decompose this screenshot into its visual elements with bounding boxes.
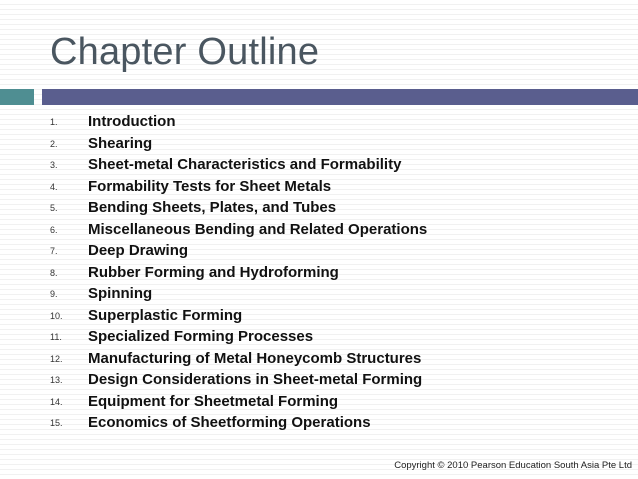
outline-item-number: 12. — [50, 353, 63, 364]
outline-item-number: 10. — [50, 310, 63, 321]
outline-item-text: Introduction — [88, 113, 176, 130]
outline-item-text: Rubber Forming and Hydroforming — [88, 263, 339, 281]
outline-item-text: Spinning — [88, 285, 153, 302]
copyright-notice: Copyright © 2010 Pearson Education South Asia Pte Ltd — [394, 460, 632, 471]
outline-item-text: Miscellaneous Bending and Related Operations — [88, 220, 428, 238]
outline-item-text: Formability Tests for Sheet Metals — [88, 177, 332, 195]
outline-item-text: Design Considerations in Sheet-metal Forming — [88, 371, 423, 388]
outline-item-number: 15. — [50, 418, 63, 428]
outline-item-number: 13. — [50, 375, 63, 385]
outline-item-text: Equipment for Sheetmetal Forming — [88, 392, 339, 410]
outline-item-text: Superplastic Forming — [88, 306, 243, 324]
outline-item-number: 6. — [50, 224, 58, 235]
title-divider-bar — [42, 89, 638, 105]
title-accent-bar — [0, 89, 34, 105]
outline-item-number: 9. — [50, 289, 58, 299]
outline-item-number: 8. — [50, 267, 58, 278]
outline-item-number: 5. — [50, 203, 58, 213]
outline-item-text: Sheet-metal Characteristics and Formability — [88, 156, 402, 173]
outline-item-text: Specialized Forming Processes — [88, 328, 314, 345]
outline-item-text: Deep Drawing — [88, 242, 189, 259]
outline-item-number: 7. — [50, 246, 58, 256]
outline-item-number: 1. — [50, 117, 58, 127]
slide-title: Chapter Outline — [50, 31, 320, 73]
outline-item-text: Manufacturing of Metal Honeycomb Structures — [88, 349, 422, 367]
outline-item-number: 2. — [50, 138, 58, 149]
outline-item-number: 4. — [50, 181, 58, 192]
outline-item-text: Shearing — [88, 134, 153, 152]
outline-item-number: 14. — [50, 396, 63, 407]
outline-item-number: 3. — [50, 160, 58, 170]
outline-item-text: Bending Sheets, Plates, and Tubes — [88, 199, 337, 216]
outline-item-number: 11. — [50, 332, 62, 342]
outline-item-text: Economics of Sheetforming Operations — [88, 414, 371, 431]
